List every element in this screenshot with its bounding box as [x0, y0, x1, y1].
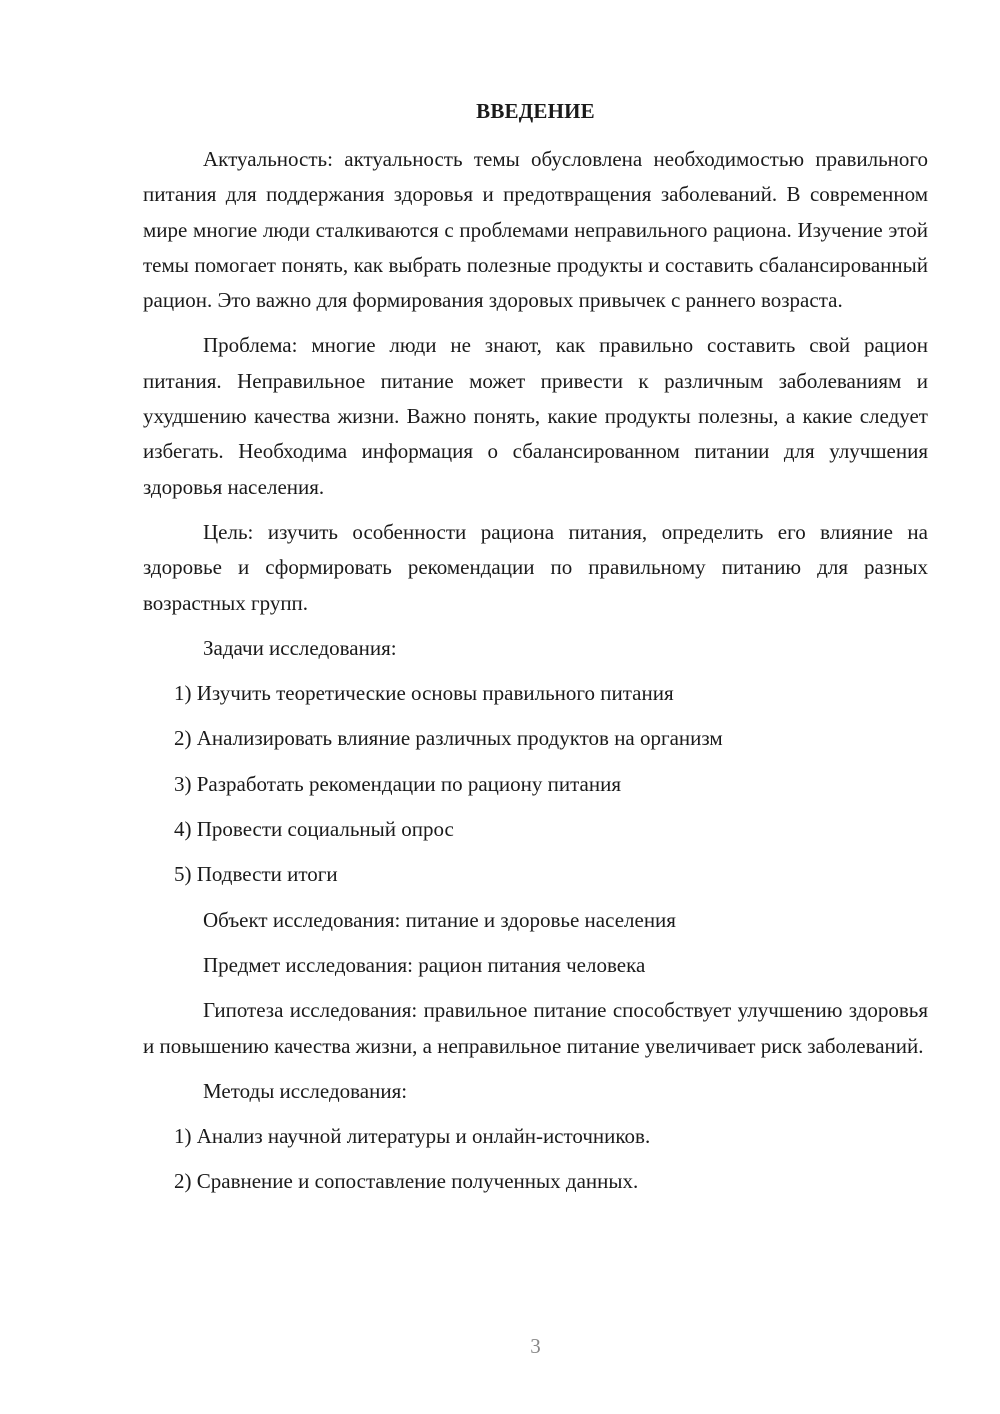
method-item: 1) Анализ научной литературы и онлайн-источников. — [174, 1124, 651, 1149]
method-item: 2) Сравнение и сопоставление полученных данных. — [174, 1169, 639, 1194]
goal-paragraph: Цель: изучить особенности рациона питания, определить его влияние на здоровье и сформировать рекомендации по правильному питанию для разных возрастных групп. — [143, 519, 928, 615]
task-item: 1) Изучить теоретические основы правильного питания — [174, 681, 674, 706]
page-number: 3 — [530, 1334, 541, 1358]
page-title: ВВЕДЕНИЕ — [476, 99, 595, 123]
task-item: 4) Провести социальный опрос — [174, 817, 454, 842]
task-item: 5) Подвести итоги — [174, 862, 338, 887]
task-item: 2) Анализировать влияние различных продуктов на организм — [174, 726, 723, 751]
research-subject: Предмет исследования: рацион питания человека — [203, 952, 646, 977]
tasks-heading: Задачи исследования: — [203, 635, 397, 660]
problem-paragraph: Проблема: многие люди не знают, как правильно составить свой рацион питания. Неправильное питание может привести к различным заболеваниям и ухудшению качества жизни. Важно понять, какие продукты полезны, а какие следует избегать. Необходима информация о сбалансированном питании для улучшения здоровья населения. — [143, 333, 928, 499]
research-object: Объект исследования: питание и здоровье населения — [203, 907, 676, 932]
document-page — [143, 0, 928, 1414]
hypothesis-paragraph: Гипотеза исследования: правильное питание способствует улучшению здоровья и повышению качества жизни, а неправильное питание увеличивает риск заболеваний. — [143, 998, 928, 1058]
relevance-paragraph: Актуальность: актуальность темы обусловлена необходимостью правильного питания для поддержания здоровья и предотвращения заболеваний. В современном мире многие люди сталкиваются с проблемами неправильного рациона. Изучение этой темы помогает понять, как выбрать полезные продукты и составить сбалансированный рацион. Это важно для формирования здоровых привычек с раннего возраста. — [143, 147, 928, 313]
task-item: 3) Разработать рекомендации по рациону питания — [174, 771, 621, 796]
methods-heading: Методы исследования: — [203, 1078, 408, 1103]
document-body — [143, 142, 928, 1210]
